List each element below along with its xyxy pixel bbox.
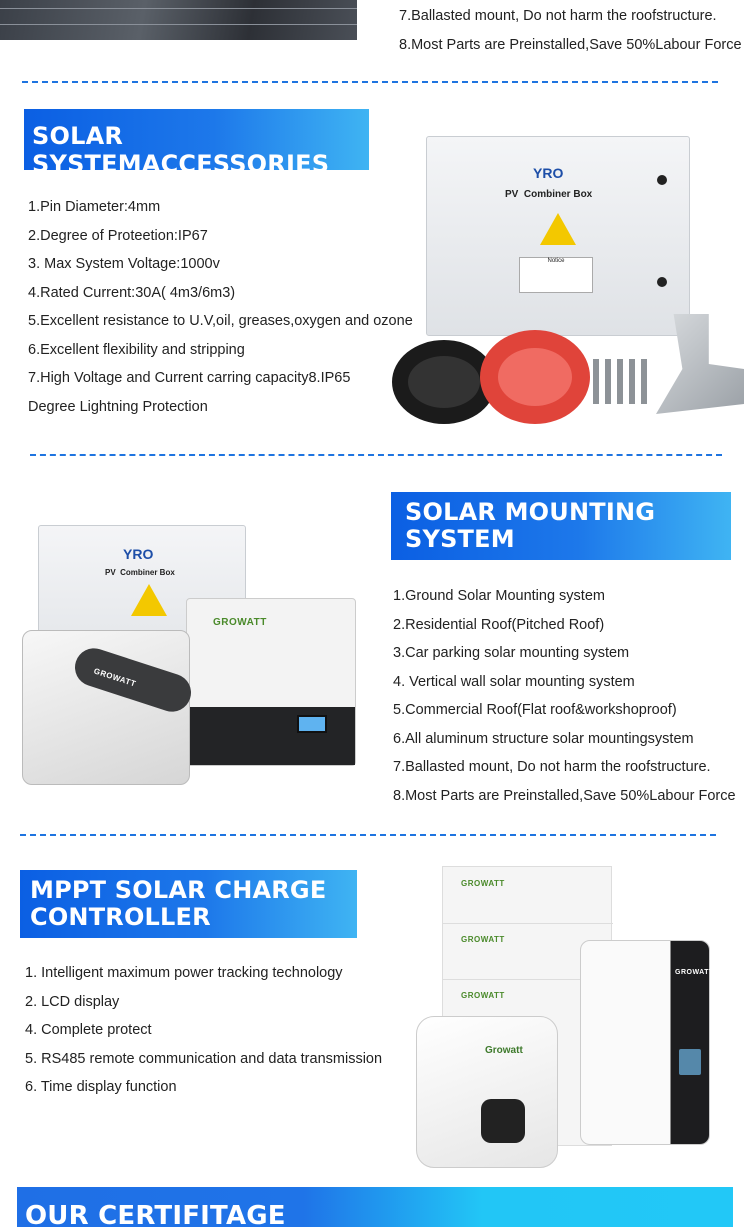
- red-cable-coil: [480, 330, 590, 424]
- brand-logo: YRO: [123, 546, 154, 562]
- feature-item: 1.Pin Diameter:4mm: [28, 199, 161, 215]
- product-label: PV Combiner Box: [505, 189, 593, 200]
- mppt-feature-list: [25, 959, 382, 1102]
- brand-logo: GROWATT: [461, 879, 505, 888]
- feature-item: 5. RS485 remote communication and data transmission: [25, 1050, 383, 1067]
- mounting-banner: [391, 492, 731, 560]
- accessories-product-image: [388, 134, 746, 424]
- feature-item: 7.High Voltage and Current carring capacity8.IP65: [28, 370, 351, 386]
- brand-logo: Growatt: [485, 1045, 523, 1056]
- feature-item: 4. Vertical wall solar mounting system: [393, 673, 635, 690]
- brand-logo: GROWATT: [213, 617, 267, 628]
- warning-icon: [131, 584, 167, 616]
- mppt-title-line2: CONTROLLER: [30, 903, 211, 931]
- accessories-banner: [24, 109, 369, 178]
- feature-item: 3. Max System Voltage:1000v: [28, 256, 220, 272]
- growatt-inverter-small: [22, 630, 190, 785]
- feature-item: 6. Time display function: [25, 1079, 177, 1095]
- section-divider: [30, 454, 722, 456]
- section-divider: [22, 81, 718, 83]
- micro-inverter: [416, 1016, 558, 1168]
- brand-logo: GROWATT: [675, 969, 714, 976]
- feature-item: 2. LCD display: [25, 993, 120, 1010]
- inverters-product-image: [14, 520, 359, 792]
- feature-item: Degree Lightning Protection: [28, 398, 208, 415]
- feature-item: 7.Ballasted mount, Do not harm the roofstructure.: [393, 759, 711, 775]
- feature-item: 5.Commercial Roof(Flat roof&workshoproof): [393, 702, 677, 718]
- combiner-box: [426, 136, 690, 336]
- feature-item: 2.Residential Roof(Pitched Roof): [393, 616, 605, 633]
- top-feature-list: [399, 2, 742, 59]
- mppt-banner: [20, 870, 357, 938]
- battery-inverter-product-image: [412, 864, 724, 1170]
- feature-item: 3.Car parking solar mounting system: [393, 645, 630, 661]
- warning-icon: [540, 213, 576, 245]
- feature-item: 6.Excellent flexibility and stripping: [28, 341, 245, 358]
- brand-logo: GROWATT: [461, 991, 505, 1000]
- feature-item: 6.All aluminum structure solar mountingsystem: [393, 730, 694, 747]
- bolts: [593, 359, 648, 404]
- product-label: PV Combiner Box: [105, 568, 175, 577]
- accessories-title: SOLAR SYSTEMACCESSORIES: [32, 122, 330, 178]
- feature-item: 5.Excellent resistance to U.V,oil, greases,oxygen and ozone: [28, 313, 413, 329]
- mounting-title-line2: SYSTEM: [405, 525, 515, 553]
- hybrid-inverter: [580, 940, 714, 1145]
- brand-logo: GROWATT: [92, 666, 138, 689]
- feature-item: 8.Most Parts are Preinstalled,Save 50%Labour Force: [393, 787, 736, 804]
- growatt-inverter-large: [186, 598, 356, 766]
- accessories-feature-list: [28, 193, 413, 421]
- brand-logo: GROWATT: [461, 935, 505, 944]
- brand-logo: YRO: [533, 165, 564, 181]
- mppt-title-line1: MPPT SOLAR CHARGE: [30, 876, 327, 904]
- feature-item: 1. Intelligent maximum power tracking technology: [25, 965, 343, 981]
- feature-item: 4. Complete protect: [25, 1022, 152, 1038]
- section-divider: [20, 834, 716, 836]
- certificate-banner: [17, 1187, 733, 1231]
- feature-item: 7.Ballasted mount, Do not harm the roofstructure.: [399, 8, 717, 24]
- feature-item: 2.Degree of Proteetion:IP67: [28, 227, 208, 244]
- certificate-title: OUR CERTIFITAGE: [25, 1201, 286, 1231]
- feature-item: 1.Ground Solar Mounting system: [393, 588, 605, 604]
- feature-item: 8.Most Parts are Preinstalled,Save 50%Labour Force: [399, 36, 742, 53]
- mounting-feature-list: [393, 582, 736, 810]
- notice-label: Notice: [519, 257, 593, 293]
- feature-item: 4.Rated Current:30A( 4m3/6m3): [28, 284, 236, 301]
- mounting-title-line1: SOLAR MOUNTING: [405, 498, 656, 526]
- solar-panel-image: [0, 0, 357, 40]
